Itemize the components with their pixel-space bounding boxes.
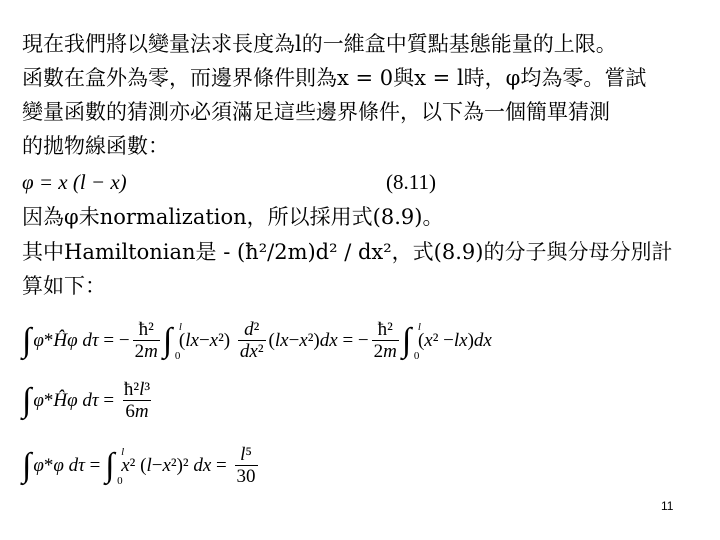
paragraph-line-3: 變量函數的猜測亦必須滿足這些邊界條件，以下為一個簡單猜測 (22, 100, 610, 124)
page-number: 11 (661, 499, 674, 513)
hamiltonian-text-line-2: 算如下： (22, 274, 106, 298)
normalization-text: 因為φ未normalization，所以採用式(8.9)。 (22, 205, 444, 229)
equation-8-11: φ = x (l − x) (22, 170, 127, 194)
equation-8-11-label: (8.11) (386, 170, 436, 194)
paragraph-line-2: 函數在盒外為零，而邊界條件則為x = 0與x = l時，φ均為零。嘗試 (22, 66, 647, 90)
integral-numerator-result: ∫ φ * Ĥφ dτ = $\frac{\text{ħ²l³}}{6m}$ (22, 379, 151, 422)
hamiltonian-text-line-1: 其中Hamiltonian是 - (ħ²/2m)d² / dx²，式(8.9)的分子與分母分別計 (22, 240, 673, 264)
paragraph-line-1: 現在我們將以變量法求長度為l的一維盒中質點基態能量的上限。 (22, 32, 617, 56)
integral-numerator-expanded: ∫ φ * Ĥφ dτ = − $\frac{\text{ħ²}}{2m}$ ∫ l 0 ( lx − x ²) $\frac{\text{d²}}{\text{dx²}}$ ( lx − x ²) dx = − $\frac{\text{ħ²}}{2m}$ ∫ l 0 ( x ² − lx ) dx (22, 319, 492, 362)
integral-denominator: ∫ φ * φ dτ = ∫ l 0 x ² ( l − x ²)² dx = $\frac{\text{l⁵}}{30}$ (22, 444, 256, 487)
paragraph-line-4: 的拋物線函數： (22, 134, 169, 158)
